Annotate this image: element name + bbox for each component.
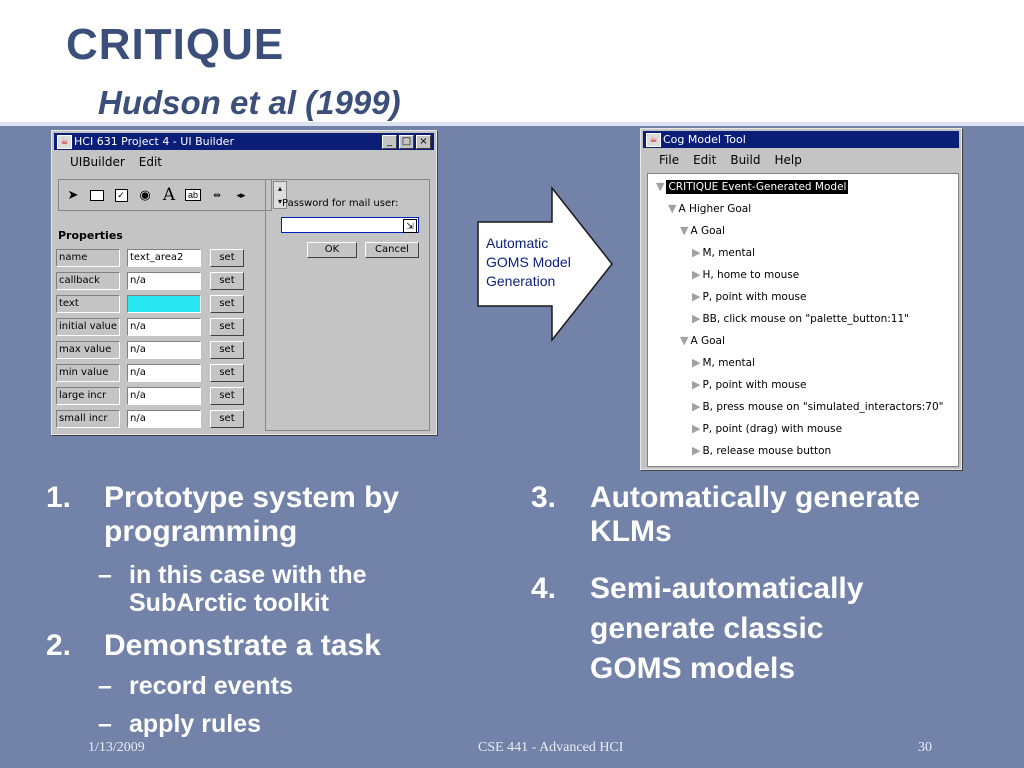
tree-node-label: A Goal [690, 225, 725, 237]
maximize-button[interactable]: □ [399, 135, 414, 149]
property-name: callback [56, 272, 120, 290]
widget-palette [58, 179, 272, 211]
property-row-name [56, 249, 246, 269]
bullet-item [531, 569, 863, 689]
tree-node-label: P, point with mouse [702, 291, 807, 303]
spinner-tool-icon[interactable]: ◂▸ [236, 189, 246, 200]
property-value-field[interactable]: n/a [127, 410, 201, 428]
property-value-field-active[interactable] [127, 295, 201, 313]
tree-node[interactable] [692, 354, 755, 372]
ok-button[interactable]: OK [307, 242, 357, 258]
arrow-label-line: Generation [486, 273, 556, 289]
ui-builder-title: HCI 631 Project 4 - UI Builder [74, 135, 234, 148]
bullet-number: 3. [531, 481, 557, 514]
property-name: small incr [56, 410, 120, 428]
bullet-dash: – [98, 672, 112, 700]
expanded-triangle-icon[interactable]: ▼ [680, 334, 689, 347]
property-row-min-value [56, 364, 246, 384]
checkbox-tool-icon[interactable]: ✓ [111, 184, 131, 206]
bullet-text-line: generate classic [590, 612, 824, 645]
tree-node[interactable] [692, 288, 806, 306]
tree-node[interactable] [680, 222, 725, 240]
resize-cursor-icon: ⇲ [403, 219, 417, 233]
arrow-label-line: Automatic [486, 235, 549, 251]
slider-tool-icon[interactable]: ⇹ [213, 189, 221, 200]
collapsed-triangle-icon[interactable]: ▶ [692, 356, 701, 369]
password-label: Password for mail user: [282, 198, 399, 209]
property-value-field[interactable]: n/a [127, 341, 201, 359]
bullet-number: 1. [46, 481, 72, 514]
tree-node[interactable] [692, 244, 755, 262]
expanded-triangle-icon[interactable]: ▼ [656, 180, 665, 193]
box-tool-icon[interactable] [87, 184, 107, 206]
tree-node[interactable] [692, 266, 799, 284]
slide-subtitle: Hudson et al (1999) [98, 84, 401, 121]
cog-tool-titlebar[interactable] [643, 131, 959, 148]
tree-node[interactable] [668, 200, 751, 218]
arrow-label-line: GOMS Model [486, 254, 571, 270]
textfield-tool-icon[interactable]: ab [183, 184, 203, 206]
property-row-callback [56, 272, 246, 292]
property-value-field[interactable]: n/a [127, 318, 201, 336]
collapsed-triangle-icon[interactable]: ▶ [692, 268, 701, 281]
bullet-text-line: in this case with the [129, 561, 367, 589]
bullet-item [46, 481, 399, 549]
property-value-field[interactable]: n/a [127, 387, 201, 405]
property-set-button[interactable]: set [210, 387, 244, 405]
menu-file[interactable]: File [659, 153, 680, 167]
tree-node-label: M, mental [702, 247, 756, 259]
menu-uibuilder[interactable]: UIBuilder [70, 155, 125, 169]
bullet-text-line: SubArctic toolkit [129, 589, 330, 617]
expanded-triangle-icon[interactable]: ▼ [680, 224, 689, 237]
header-divider [0, 122, 1024, 126]
goms-tree [647, 173, 959, 467]
footer-date: 1/13/2009 [88, 740, 145, 755]
bullet-text-line: Prototype system by [104, 481, 400, 514]
tree-node[interactable] [692, 420, 842, 438]
bullet-text-line: programming [104, 515, 298, 548]
property-name: initial value [56, 318, 120, 336]
property-name: max value [56, 341, 120, 359]
tree-node[interactable] [692, 376, 806, 394]
property-value-field[interactable]: text_area2 [127, 249, 201, 267]
tree-node[interactable] [692, 398, 944, 416]
collapsed-triangle-icon[interactable]: ▶ [692, 246, 701, 259]
bullet-text-line: Demonstrate a task [104, 629, 381, 662]
property-row-large-incr [56, 387, 246, 407]
property-name: large incr [56, 387, 120, 405]
slide-header [0, 0, 1024, 122]
property-name: text [56, 295, 120, 313]
tree-node-label: B, release mouse button [702, 445, 832, 457]
sub-bullet-item [98, 672, 293, 700]
property-row-small-incr [56, 410, 246, 430]
property-name: name [56, 249, 120, 267]
bullet-number: 4. [531, 572, 557, 605]
tree-node-label: P, point with mouse [702, 379, 807, 391]
sub-bullet-item [98, 710, 261, 738]
property-set-button[interactable]: set [210, 341, 244, 359]
menu-edit[interactable]: Edit [138, 155, 163, 169]
property-set-button[interactable]: set [210, 295, 244, 313]
collapsed-triangle-icon[interactable]: ▶ [692, 378, 701, 391]
property-set-button[interactable]: set [210, 272, 244, 290]
tree-node[interactable] [692, 310, 909, 328]
ui-builder-titlebar[interactable] [54, 133, 434, 150]
palette-scroll-icon[interactable]: ▴ ▾ [273, 181, 287, 209]
cancel-button[interactable]: Cancel [365, 242, 419, 258]
bullet-dash: – [98, 561, 112, 589]
password-input[interactable] [281, 217, 419, 233]
property-set-button[interactable]: set [210, 364, 244, 382]
close-button[interactable]: × [416, 135, 431, 149]
property-value-field[interactable]: n/a [127, 272, 201, 290]
footer-course: CSE 441 - Advanced HCI [478, 740, 624, 755]
property-row-initial-value [56, 318, 246, 338]
sub-bullet-item [98, 561, 367, 617]
property-set-button[interactable]: set [210, 249, 244, 267]
bullet-number: 2. [46, 629, 72, 662]
bullet-text-line: GOMS models [590, 652, 796, 685]
arrow-tool-icon[interactable]: ➤ [67, 187, 79, 202]
preview-panel [265, 179, 430, 431]
property-value-field[interactable]: n/a [127, 364, 201, 382]
tree-node-label: CRITIQUE Event-Generated Model [668, 181, 847, 193]
collapsed-triangle-icon[interactable]: ▶ [692, 444, 701, 457]
tree-node-label: A Higher Goal [678, 203, 752, 215]
cog-tool-title: Cog Model Tool [663, 133, 746, 146]
menu-build[interactable]: Build [730, 153, 761, 167]
collapsed-triangle-icon[interactable]: ▶ [692, 400, 701, 413]
expanded-triangle-icon[interactable]: ▼ [668, 202, 677, 215]
bullet-text-line: apply rules [129, 710, 261, 738]
menu-edit[interactable]: Edit [693, 153, 717, 167]
tree-node-label: M, mental [702, 357, 756, 369]
ui-builder-window [51, 130, 437, 435]
tree-node-label: P, point (drag) with mouse [702, 423, 843, 435]
tree-node-label: A Goal [690, 335, 725, 347]
bullet-dash: – [98, 710, 112, 738]
cog-tool-menubar [645, 149, 957, 171]
tree-node-root[interactable] [656, 178, 848, 196]
app-icon: ☕ [57, 135, 72, 149]
menu-help[interactable]: Help [774, 153, 802, 167]
property-set-button[interactable]: set [210, 318, 244, 336]
tree-node[interactable] [692, 442, 831, 460]
text-tool-icon[interactable]: A [162, 185, 176, 205]
arrow-label [486, 234, 596, 291]
properties-label: Properties [58, 229, 123, 242]
bullet-text-line: KLMs [590, 515, 672, 548]
collapsed-triangle-icon[interactable]: ▶ [692, 290, 701, 303]
collapsed-triangle-icon[interactable]: ▶ [692, 312, 701, 325]
tree-node-label: BB, click mouse on "palette_button:11" [702, 313, 909, 325]
app-icon: ☕ [646, 133, 661, 147]
tree-node-label: H, home to mouse [702, 269, 800, 281]
bullet-text-line: Semi-automatically [590, 572, 864, 605]
property-row-max-value [56, 341, 246, 361]
property-row-text [56, 295, 246, 315]
radio-tool-icon[interactable]: ◉ [139, 187, 151, 202]
property-name: min value [56, 364, 120, 382]
ui-builder-menubar [56, 151, 432, 173]
cog-model-tool-window [640, 128, 962, 470]
bullet-text-line: record events [129, 672, 293, 700]
footer-page-number: 30 [918, 740, 932, 755]
property-set-button[interactable]: set [210, 410, 244, 428]
slide-title: CRITIQUE [66, 20, 285, 69]
bullet-item [531, 481, 920, 549]
tree-node[interactable] [680, 332, 725, 350]
bullet-text-line: Automatically generate [590, 481, 921, 514]
collapsed-triangle-icon[interactable]: ▶ [692, 422, 701, 435]
tree-node-label: B, press mouse on "simulated_interactors:70" [702, 401, 944, 413]
bullet-item [46, 629, 381, 663]
minimize-button[interactable]: _ [382, 135, 397, 149]
